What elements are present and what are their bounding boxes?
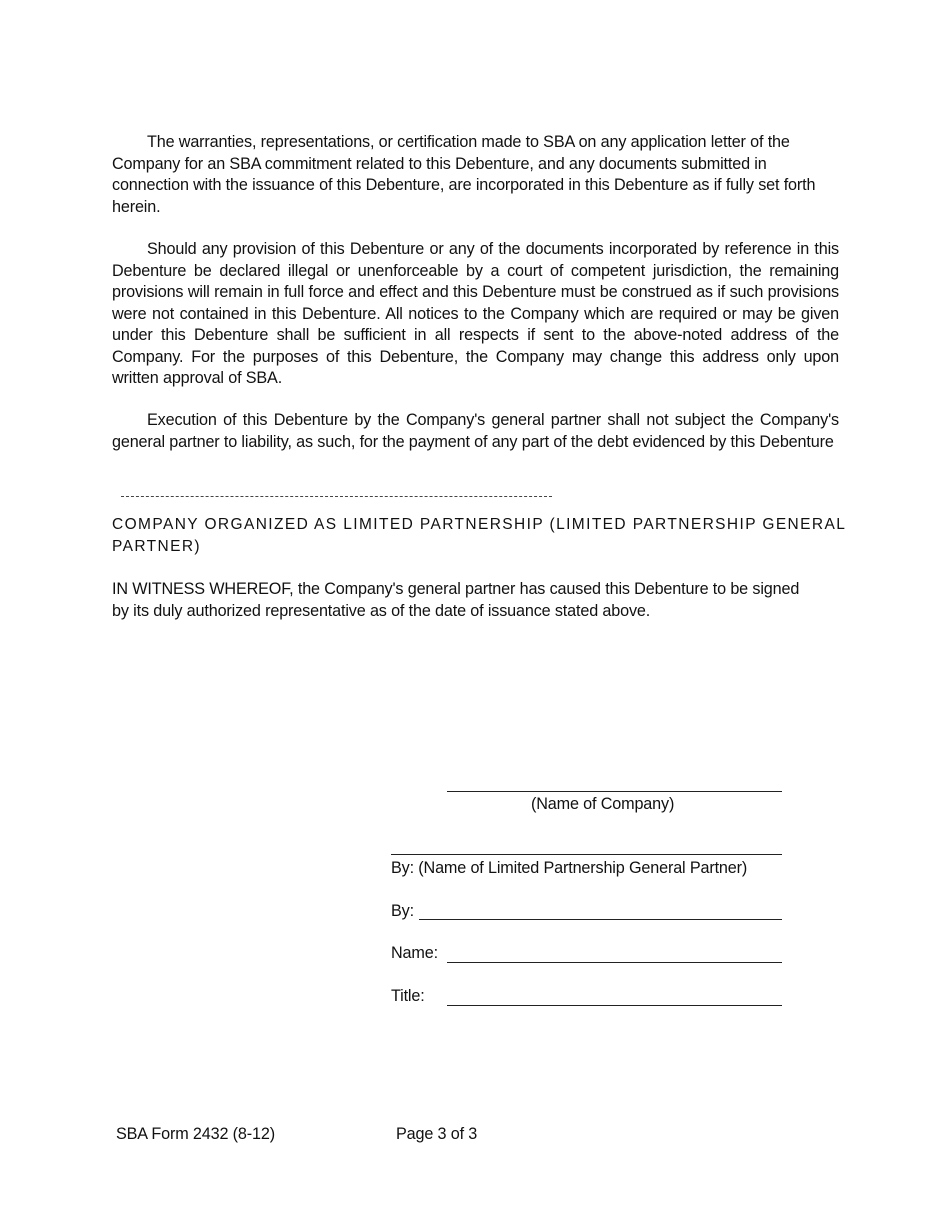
severability-paragraph: Should any provision of this Debenture or any of the documents incorporated by reference in this Debenture be declared illegal or unenforceable by a court of competent jurisdiction, the remaining provisions will remain in full force and effect and this Debenture must be construed as if such provisions were not contained in this Debenture. All notices to the Company which are required or may be given under this Debenture shall be sufficient in all respects if sent to the above-noted address of the Company. For the purposes of this Debenture, the Company may change this address only upon written approval of SBA. — [112, 240, 839, 387]
name-label: Name: — [391, 944, 438, 962]
title-line[interactable] — [447, 1005, 782, 1006]
witness-paragraph: IN WITNESS WHEREOF, the Company's general partner has caused this Debenture to be signed by its duly authorized representative as of the date of issuance stated above. — [112, 580, 800, 620]
page-number: Page 3 of 3 — [396, 1125, 478, 1143]
general-partner-line[interactable] — [391, 854, 782, 855]
by-signature-line[interactable] — [419, 919, 782, 920]
section-divider — [121, 496, 552, 497]
section-heading: COMPANY ORGANIZED AS LIMITED PARTNERSHIP (LIMITED PARTNERSHIP GENERAL PARTNER) — [112, 516, 846, 555]
by-label: By: — [391, 902, 414, 920]
warranties-paragraph: The warranties, representations, or certification made to SBA on any application letter of the Company for an SBA commitment related to this Debenture, and any documents submitted in connection with the issuance of this Debenture, are incorporated in this Debenture as if fully set forth herein. — [112, 133, 816, 216]
title-label: Title: — [391, 987, 425, 1005]
form-number: SBA Form 2432 (8-12) — [116, 1125, 275, 1143]
company-name-line[interactable] — [447, 791, 782, 792]
general-partner-label: By: (Name of Limited Partnership General Partner) — [391, 859, 748, 877]
execution-paragraph: Execution of this Debenture by the Company's general partner shall not subject the Company's general partner to liability, as such, for the payment of any part of the debt evidenced by this Debenture — [112, 411, 839, 451]
company-name-label: (Name of Company) — [531, 795, 675, 813]
name-line[interactable] — [447, 962, 782, 963]
